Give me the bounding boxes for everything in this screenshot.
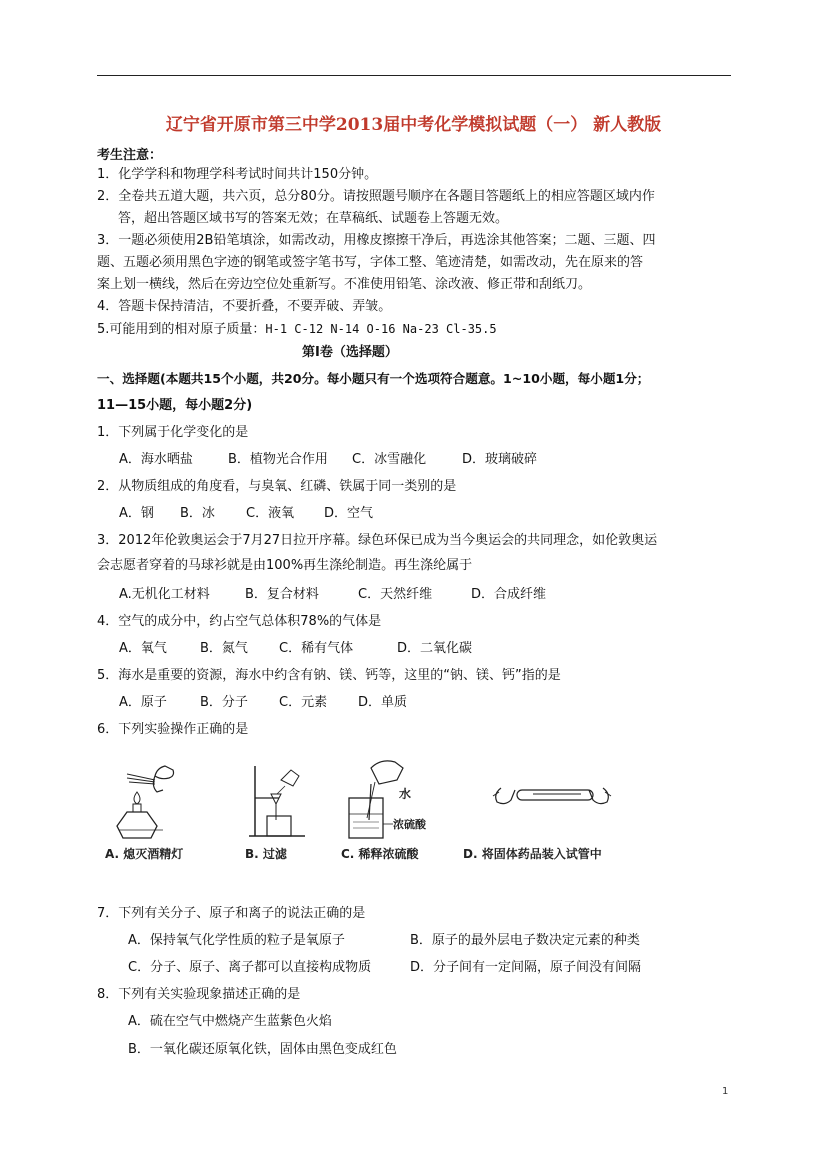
filtration-drawing — [245, 758, 325, 843]
figure-caption: B. 过滤 — [245, 847, 287, 861]
option: D．玻璃破碎 — [462, 452, 538, 467]
dilution-drawing — [341, 758, 461, 843]
figure-caption: A. 熄灭酒精灯 — [105, 847, 184, 861]
option: A．硫在空气中燃烧产生蓝紫色火焰 — [128, 1014, 332, 1029]
question-stem: 2．从物质组成的角度看，与臭氧、红磷、铁属于同一类别的是 — [97, 479, 457, 494]
notice-item: 4．答题卡保持清洁，不要折叠，不要弄破、弄皱。 — [97, 299, 392, 314]
option: B．分子 — [200, 695, 248, 710]
figure-caption: C. 稀释浓硫酸 — [341, 847, 419, 861]
option: D．合成纤维 — [471, 587, 547, 602]
option: A．海水晒盐 — [119, 452, 193, 467]
question-options — [119, 451, 537, 469]
option: C．元素 — [279, 695, 328, 710]
atomic-mass-values: H-1 C-12 N-14 O-16 Na-23 Cl-35.5 — [265, 322, 497, 336]
question-options — [119, 505, 373, 523]
question-stem: 8．下列有关实验现象描述正确的是 — [97, 987, 301, 1002]
figure-a — [105, 758, 225, 868]
section-heading-cont: 11—15小题，每小题2分) — [97, 398, 253, 413]
option: A.无机化工材料 — [119, 587, 210, 602]
option: C．稀有气体 — [279, 641, 354, 656]
notice-item: 3．一题必须使用2B铅笔填涂，如需改动，用橡皮擦擦干净后，再选涂其他答案；二题、三题、四 — [97, 233, 656, 248]
notice-item: 1．化学学科和物理学科考试时间共计150分钟。 — [97, 167, 378, 182]
question-options — [119, 694, 407, 712]
figure-label-acid: 浓硫酸 — [393, 819, 426, 831]
page-title: 辽宁省开原市第三中学2013届中考化学模拟试题（一） 新人教版 — [165, 115, 662, 135]
atomic-mass-label: 5.可能用到的相对原子质量： — [97, 322, 266, 337]
figure-c — [341, 758, 461, 868]
option: B．一氧化碳还原氧化铁，固体由黑色变成红色 — [128, 1042, 397, 1057]
option: C．液氧 — [246, 506, 295, 521]
option: C．分子、原子、离子都可以直接构成物质 — [128, 960, 372, 975]
option: B．植物光合作用 — [228, 452, 328, 467]
figure-d — [463, 758, 643, 868]
page-number: 1 — [722, 1086, 729, 1097]
question-stem: 4．空气的成分中，约占空气总体积78%的气体是 — [97, 614, 382, 629]
option: A．原子 — [119, 695, 167, 710]
option: D．单质 — [358, 695, 408, 710]
atomic-mass-line — [97, 320, 497, 339]
question-stem: 7．下列有关分子、原子和离子的说法正确的是 — [97, 906, 366, 921]
notice-item: 2．全卷共五道大题，共六页，总分80分。请按照题号顺序在各题目答题纸上的相应答题区域内作 — [97, 189, 655, 204]
question-options — [119, 586, 546, 604]
figure-label-water: 水 — [399, 787, 412, 801]
question-stem: 3．2012年伦敦奥运会于7月27日拉开序幕。绿色环保已成为当今奥运会的共同理念，如伦敦奥运 — [97, 533, 658, 548]
option: A．保持氧气化学性质的粒子是氧原子 — [128, 933, 345, 948]
test-tube-drawing — [463, 758, 643, 843]
option: A．钢 — [119, 506, 154, 521]
notice-item: 答，超出答题区域书写的答案无效；在草稿纸、试题卷上答题无效。 — [118, 211, 509, 226]
header-rule — [97, 75, 731, 76]
question-options — [119, 640, 472, 658]
question-options — [128, 959, 641, 977]
question-stem: 5．海水是重要的资源，海水中约含有钠、镁、钙等，这里的“钠、镁、钙”指的是 — [97, 668, 561, 683]
option: C．冰雪融化 — [352, 452, 427, 467]
option: B．原子的最外层电子数决定元素的种类 — [410, 933, 640, 948]
option: D．分子间有一定间隔，原子间没有间隔 — [410, 960, 642, 975]
notice-item: 题、五题必须用黑色字迹的钢笔或签字笔书写，字体工整、笔迹清楚，如需改动，先在原来的答 — [97, 255, 644, 270]
option: B．冰 — [180, 506, 215, 521]
question-stem: 1．下列属于化学变化的是 — [97, 425, 249, 440]
option: D．二氧化碳 — [397, 641, 473, 656]
notice-heading: 考生注意： — [97, 148, 163, 163]
figure-b — [245, 758, 325, 868]
question-stem-cont: 会志愿者穿着的马球衫就是由100%再生涤纶制造。再生涤纶属于 — [97, 558, 473, 573]
notice-item: 案上划一横线，然后在旁边空位处重新写。不准使用铅笔、涂改液、修正带和刮纸刀。 — [97, 277, 592, 292]
question-options — [128, 932, 640, 950]
section-heading: 一、选择题(本题共15个小题，共20分。每小题只有一个选项符合题意。1~10小题，每小题1分； — [97, 371, 650, 386]
option: B．氮气 — [200, 641, 248, 656]
option: A．氧气 — [119, 641, 167, 656]
option: D．空气 — [324, 506, 374, 521]
option: C．天然纤维 — [358, 587, 433, 602]
lab-figure — [105, 758, 645, 868]
option: B．复合材料 — [245, 587, 319, 602]
question-stem: 6．下列实验操作正确的是 — [97, 722, 249, 737]
volume-heading: 第Ⅰ卷（选择题） — [302, 345, 398, 360]
figure-caption: D. 将固体药品装入试管中 — [463, 847, 602, 861]
alcohol-lamp-drawing — [105, 758, 225, 843]
